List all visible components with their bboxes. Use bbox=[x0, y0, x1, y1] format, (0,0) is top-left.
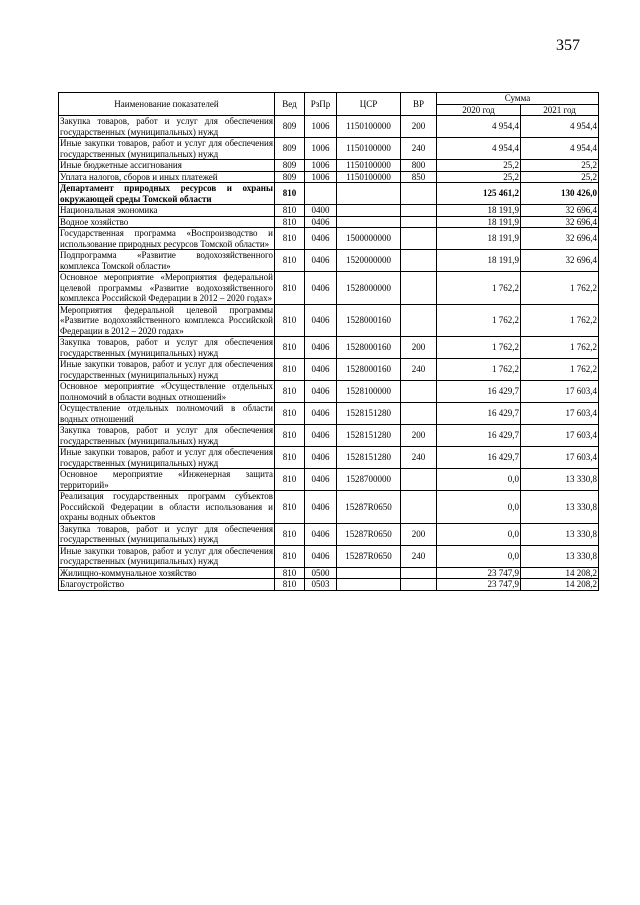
row-csr: 1528151280 bbox=[337, 425, 401, 447]
row-sum-2021: 25,2 bbox=[521, 160, 599, 172]
row-sum-2021: 13 330,8 bbox=[521, 523, 599, 545]
row-sum-2020: 1 762,2 bbox=[437, 359, 521, 381]
row-name: Основное мероприятие «Осуществление отдельных полномочий в области водных отношений» bbox=[60, 381, 273, 402]
row-name: Закупка товаров, работ и услуг для обеспечения государственных (муниципальных) нужд bbox=[60, 116, 273, 137]
table-row bbox=[59, 381, 599, 403]
table-row bbox=[59, 138, 599, 160]
row-rzpr: 0406 bbox=[305, 359, 337, 381]
row-csr bbox=[337, 183, 401, 205]
table-row bbox=[59, 579, 599, 591]
row-sum-2020: 0,0 bbox=[437, 469, 521, 491]
table-row bbox=[59, 205, 599, 217]
row-vr: 800 bbox=[401, 160, 437, 172]
row-sum-2021: 1 762,2 bbox=[521, 304, 599, 337]
row-ved: 810 bbox=[275, 469, 305, 491]
row-sum-2020: 18 191,9 bbox=[437, 228, 521, 250]
row-name: Закупка товаров, работ и услуг для обеспечения государственных (муниципальных) нужд bbox=[60, 425, 273, 446]
row-ved: 810 bbox=[275, 567, 305, 579]
row-sum-2020: 18 191,9 bbox=[437, 216, 521, 228]
row-name: Иные закупки товаров, работ и услуг для обеспечения государственных (муниципальных) нужд bbox=[60, 447, 273, 468]
row-sum-2020: 16 429,7 bbox=[437, 381, 521, 403]
row-ved: 810 bbox=[275, 272, 305, 305]
row-ved: 810 bbox=[275, 205, 305, 217]
row-ved: 809 bbox=[275, 116, 305, 138]
row-name: Национальная экономика bbox=[59, 205, 275, 217]
row-ved: 810 bbox=[275, 523, 305, 545]
row-rzpr: 0406 bbox=[305, 272, 337, 305]
row-sum-2020: 23 747,9 bbox=[437, 567, 521, 579]
row-vr bbox=[401, 216, 437, 228]
row-name: Закупка товаров, работ и услуг для обеспечения государственных (муниципальных) нужд bbox=[60, 523, 273, 544]
row-sum-2021: 32 696,4 bbox=[521, 228, 599, 250]
row-ved: 810 bbox=[275, 304, 305, 337]
row-csr: 1528000160 bbox=[337, 359, 401, 381]
row-name: Иные бюджетные ассигнования bbox=[59, 160, 275, 172]
row-ved: 809 bbox=[275, 160, 305, 172]
row-csr bbox=[337, 567, 401, 579]
row-sum-2021: 130 426,0 bbox=[521, 183, 599, 205]
row-csr: 15287R0650 bbox=[337, 545, 401, 567]
row-csr: 1528151280 bbox=[337, 447, 401, 469]
row-sum-2020: 16 429,7 bbox=[437, 403, 521, 425]
row-sum-2021: 1 762,2 bbox=[521, 337, 599, 359]
row-name: Основное мероприятие «Инженерная защита территорий» bbox=[60, 469, 273, 490]
row-ved: 810 bbox=[275, 425, 305, 447]
row-vr bbox=[401, 228, 437, 250]
row-ved: 810 bbox=[275, 447, 305, 469]
row-name: Департамент природных ресурсов и охраны окружающей среды Томской области bbox=[60, 183, 273, 204]
row-rzpr: 0406 bbox=[305, 304, 337, 337]
row-rzpr: 0406 bbox=[305, 425, 337, 447]
header-year-2021: 2021 год bbox=[521, 104, 599, 116]
row-ved: 810 bbox=[275, 250, 305, 272]
row-name: Водное хозяйство bbox=[59, 216, 275, 228]
row-sum-2020: 25,2 bbox=[437, 171, 521, 183]
row-name: Реализация государственных программ субъектов Российской Федерации в области использования и охраны водных объектов bbox=[60, 491, 273, 522]
row-sum-2020: 1 762,2 bbox=[437, 304, 521, 337]
row-sum-2020: 16 429,7 bbox=[437, 447, 521, 469]
row-vr bbox=[401, 381, 437, 403]
table-row bbox=[59, 425, 599, 447]
row-sum-2020: 16 429,7 bbox=[437, 425, 521, 447]
row-rzpr bbox=[305, 183, 337, 205]
row-vr: 850 bbox=[401, 171, 437, 183]
table-row bbox=[59, 304, 599, 337]
row-ved: 810 bbox=[275, 183, 305, 205]
row-sum-2020: 18 191,9 bbox=[437, 205, 521, 217]
row-rzpr: 0406 bbox=[305, 216, 337, 228]
header-rzpr: РзПр bbox=[305, 93, 337, 116]
row-rzpr: 0406 bbox=[305, 228, 337, 250]
row-csr: 1528700000 bbox=[337, 469, 401, 491]
row-name: Уплата налогов, сборов и иных платежей bbox=[59, 171, 275, 183]
table-row bbox=[59, 545, 599, 567]
row-sum-2020: 1 762,2 bbox=[437, 337, 521, 359]
row-name: Благоустройство bbox=[59, 579, 275, 591]
row-csr: 15287R0650 bbox=[337, 491, 401, 524]
row-sum-2020: 0,0 bbox=[437, 545, 521, 567]
table-row bbox=[59, 469, 599, 491]
row-sum-2020: 125 461,2 bbox=[437, 183, 521, 205]
row-ved: 810 bbox=[275, 403, 305, 425]
table-row bbox=[59, 523, 599, 545]
row-rzpr: 0406 bbox=[305, 250, 337, 272]
row-vr: 240 bbox=[401, 359, 437, 381]
row-sum-2021: 14 208,2 bbox=[521, 567, 599, 579]
row-sum-2021: 1 762,2 bbox=[521, 359, 599, 381]
row-sum-2021: 32 696,4 bbox=[521, 205, 599, 217]
row-sum-2021: 17 603,4 bbox=[521, 425, 599, 447]
row-vr bbox=[401, 304, 437, 337]
row-rzpr: 0500 bbox=[305, 567, 337, 579]
header-csr: ЦСР bbox=[337, 93, 401, 116]
row-ved: 810 bbox=[275, 579, 305, 591]
row-csr bbox=[337, 579, 401, 591]
table-header bbox=[59, 93, 599, 116]
row-sum-2021: 17 603,4 bbox=[521, 403, 599, 425]
row-vr bbox=[401, 183, 437, 205]
row-sum-2021: 4 954,4 bbox=[521, 116, 599, 138]
row-sum-2021: 17 603,4 bbox=[521, 381, 599, 403]
row-sum-2020: 18 191,9 bbox=[437, 250, 521, 272]
table-row bbox=[59, 447, 599, 469]
budget-table bbox=[58, 92, 599, 591]
row-sum-2021: 1 762,2 bbox=[521, 272, 599, 305]
row-sum-2021: 25,2 bbox=[521, 171, 599, 183]
row-name: Иные закупки товаров, работ и услуг для обеспечения государственных (муниципальных) нужд bbox=[60, 138, 273, 159]
row-rzpr: 0406 bbox=[305, 469, 337, 491]
table-row bbox=[59, 272, 599, 305]
row-name: Подпрограмма «Развитие водохозяйственного комплекса Томской области» bbox=[60, 250, 273, 271]
row-rzpr: 0406 bbox=[305, 491, 337, 524]
row-ved: 810 bbox=[275, 228, 305, 250]
table-row bbox=[59, 403, 599, 425]
row-ved: 810 bbox=[275, 337, 305, 359]
table-row bbox=[59, 183, 599, 205]
row-rzpr: 0406 bbox=[305, 381, 337, 403]
row-csr: 1528000000 bbox=[337, 272, 401, 305]
row-ved: 810 bbox=[275, 359, 305, 381]
row-csr: 15287R0650 bbox=[337, 523, 401, 545]
table-row bbox=[59, 250, 599, 272]
row-csr: 1528000160 bbox=[337, 337, 401, 359]
row-ved: 810 bbox=[275, 545, 305, 567]
row-ved: 810 bbox=[275, 491, 305, 524]
row-name: Основное мероприятие «Мероприятия федеральной целевой программы «Развитие водохозяйственного комплекса Российской Федерации в 2012 – 2020 годах» bbox=[60, 272, 273, 303]
row-ved: 809 bbox=[275, 171, 305, 183]
row-vr: 200 bbox=[401, 425, 437, 447]
row-rzpr: 1006 bbox=[305, 116, 337, 138]
row-rzpr: 1006 bbox=[305, 160, 337, 172]
row-rzpr: 0406 bbox=[305, 523, 337, 545]
header-name: Наименование показателей bbox=[59, 93, 275, 116]
row-csr: 1528151280 bbox=[337, 403, 401, 425]
row-vr bbox=[401, 403, 437, 425]
row-sum-2020: 0,0 bbox=[437, 523, 521, 545]
row-sum-2021: 4 954,4 bbox=[521, 138, 599, 160]
table-row bbox=[59, 160, 599, 172]
row-vr: 200 bbox=[401, 116, 437, 138]
row-name: Осуществление отдельных полномочий в области водных отношений bbox=[60, 403, 273, 424]
row-name: Иные закупки товаров, работ и услуг для обеспечения государственных (муниципальных) нужд bbox=[60, 545, 273, 566]
row-vr: 200 bbox=[401, 337, 437, 359]
row-sum-2021: 14 208,2 bbox=[521, 579, 599, 591]
header-year-2020: 2020 год bbox=[437, 104, 521, 116]
row-vr bbox=[401, 205, 437, 217]
table-body bbox=[59, 116, 599, 591]
page-number: 357 bbox=[556, 37, 580, 54]
row-csr: 1528000160 bbox=[337, 304, 401, 337]
row-rzpr: 0400 bbox=[305, 205, 337, 217]
row-ved: 810 bbox=[275, 216, 305, 228]
table-row bbox=[59, 228, 599, 250]
header-ved: Вед bbox=[275, 93, 305, 116]
row-csr: 1150100000 bbox=[337, 116, 401, 138]
table-row bbox=[59, 567, 599, 579]
row-rzpr: 0503 bbox=[305, 579, 337, 591]
header-vr: ВР bbox=[401, 93, 437, 116]
row-vr: 240 bbox=[401, 545, 437, 567]
table-row bbox=[59, 116, 599, 138]
row-csr: 1150100000 bbox=[337, 171, 401, 183]
row-sum-2020: 0,0 bbox=[437, 491, 521, 524]
row-sum-2020: 1 762,2 bbox=[437, 272, 521, 305]
row-sum-2021: 17 603,4 bbox=[521, 447, 599, 469]
row-vr: 240 bbox=[401, 447, 437, 469]
row-csr bbox=[337, 205, 401, 217]
row-sum-2021: 32 696,4 bbox=[521, 216, 599, 228]
row-vr bbox=[401, 491, 437, 524]
row-sum-2020: 4 954,4 bbox=[437, 138, 521, 160]
row-sum-2021: 13 330,8 bbox=[521, 545, 599, 567]
row-sum-2020: 25,2 bbox=[437, 160, 521, 172]
row-name: Мероприятия федеральной целевой программы «Развитие водохозяйственного комплекса Российской Федерации в 2012 – 2020 годах» bbox=[60, 304, 273, 336]
row-vr: 200 bbox=[401, 523, 437, 545]
row-ved: 809 bbox=[275, 138, 305, 160]
row-sum-2020: 4 954,4 bbox=[437, 116, 521, 138]
row-rzpr: 0406 bbox=[305, 545, 337, 567]
header-sum: Сумма bbox=[437, 93, 599, 105]
row-sum-2020: 23 747,9 bbox=[437, 579, 521, 591]
table-row bbox=[59, 337, 599, 359]
table-row bbox=[59, 359, 599, 381]
row-sum-2021: 32 696,4 bbox=[521, 250, 599, 272]
row-csr bbox=[337, 216, 401, 228]
row-vr bbox=[401, 469, 437, 491]
row-ved: 810 bbox=[275, 381, 305, 403]
row-rzpr: 1006 bbox=[305, 138, 337, 160]
row-csr: 1500000000 bbox=[337, 228, 401, 250]
row-vr bbox=[401, 567, 437, 579]
table-row bbox=[59, 216, 599, 228]
row-csr: 1150100000 bbox=[337, 160, 401, 172]
row-rzpr: 1006 bbox=[305, 171, 337, 183]
row-name: Жилищно-коммунальное хозяйство bbox=[59, 567, 275, 579]
row-vr: 240 bbox=[401, 138, 437, 160]
row-vr bbox=[401, 579, 437, 591]
row-rzpr: 0406 bbox=[305, 337, 337, 359]
row-csr: 1528100000 bbox=[337, 381, 401, 403]
row-name: Иные закупки товаров, работ и услуг для обеспечения государственных (муниципальных) нужд bbox=[60, 359, 273, 380]
row-name: Закупка товаров, работ и услуг для обеспечения государственных (муниципальных) нужд bbox=[60, 337, 273, 358]
row-rzpr: 0406 bbox=[305, 447, 337, 469]
row-csr: 1150100000 bbox=[337, 138, 401, 160]
table-row bbox=[59, 171, 599, 183]
row-sum-2021: 13 330,8 bbox=[521, 469, 599, 491]
row-vr bbox=[401, 272, 437, 305]
row-rzpr: 0406 bbox=[305, 403, 337, 425]
row-csr: 1520000000 bbox=[337, 250, 401, 272]
row-name: Государственная программа «Воспроизводство и использование природных ресурсов Томской области» bbox=[60, 228, 273, 249]
row-vr bbox=[401, 250, 437, 272]
table-row bbox=[59, 491, 599, 524]
row-sum-2021: 13 330,8 bbox=[521, 491, 599, 524]
